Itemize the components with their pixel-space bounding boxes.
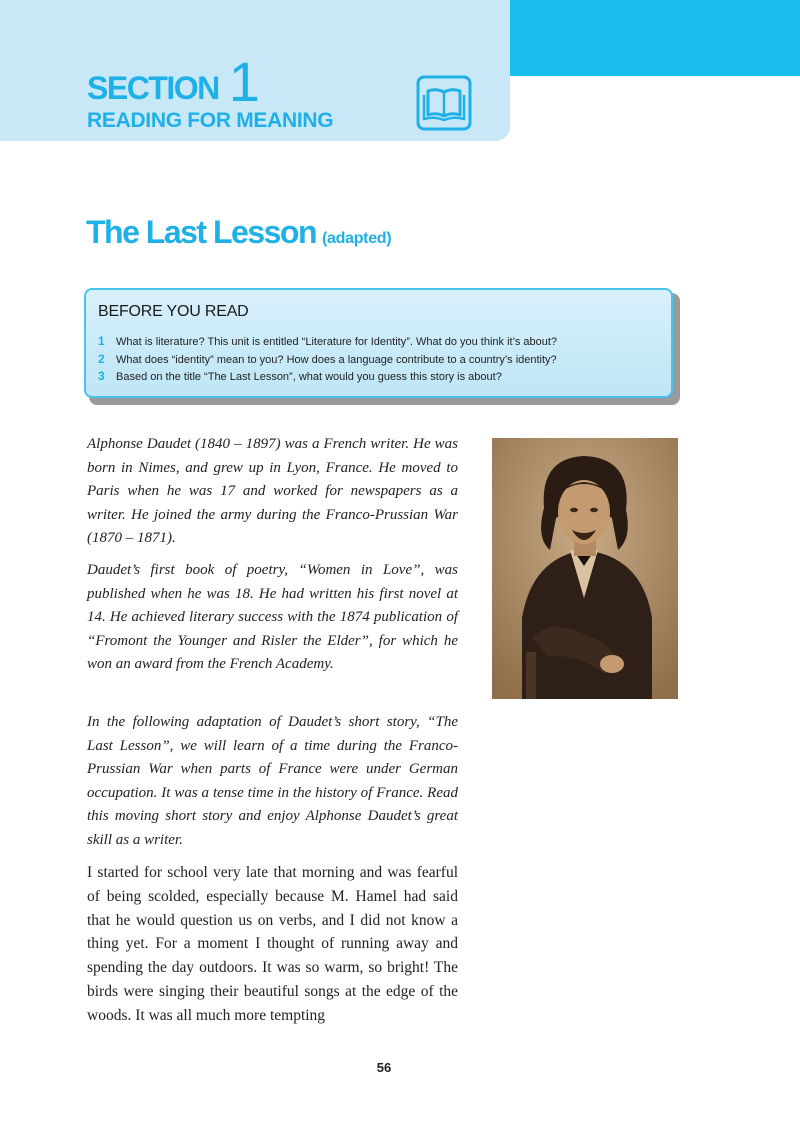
story-title-note: (adapted) [322, 230, 392, 247]
author-intro-paragraph: In the following adaptation of Daudet’s short story, “The Last Lesson”, we will learn of a time during the Franco-Prussian War when parts of France were under German occupation. It was a tense time in the history of France. Read this moving short story and enjoy Alphonse Daudet’s great skill as a writer. [87, 714, 458, 848]
before-you-read-heading: BEFORE YOU READ [98, 303, 249, 320]
page-number: 56 [376, 1060, 392, 1075]
question-text: What is literature? This unit is entitled “Literature for Identity”. What do you think it’s about? [116, 336, 558, 348]
story-body-paragraph: I started for school very late that morning and was fearful of being scolded, especially because M. Hamel had said that he would question us on verbs, and I did not know a thing yet. For a moment I thought of running away and spending the day outdoors. It was so warm, so bright! The birds were singing their beautiful songs at the edge of the woods. It was all much more tempting [87, 864, 458, 1024]
section-number: 1 [228, 50, 260, 113]
question-text: Based on the title “The Last Lesson”, what would you guess this story is about? [116, 371, 502, 383]
section-word: SECTION [87, 70, 219, 106]
header-accent-band [510, 0, 800, 76]
before-you-read-questions [98, 333, 557, 386]
section-label [87, 50, 260, 113]
question-number: 1 [98, 334, 105, 348]
question-item [98, 333, 557, 351]
question-item [98, 368, 557, 386]
author-intro-paragraph: Daudet’s first book of poetry, “Women in Love”, was published when he was 18. He had written his first novel at 14. He achieved literary success with the 1874 publication of “Fromont the Younger and Risler the Elder”, for which he won an award from the French Academy. [87, 562, 458, 672]
author-intro-paragraph: Alphonse Daudet (1840 – 1897) was a French writer. He was born in Nimes, and grew up in Lyon, France. He moved to Paris when he was 17 and worked for newspapers as a writer. He joined the army during the Franco-Prussian War (1870 – 1871). [87, 436, 458, 546]
author-portrait-photo [492, 438, 678, 699]
question-number: 3 [98, 369, 105, 383]
question-number: 2 [98, 351, 105, 366]
question-text: What does “identity” mean to you? How does a language contribute to a country’s identity? [116, 353, 557, 366]
open-book-icon [416, 75, 472, 131]
section-title: READING FOR MEANING [87, 109, 334, 132]
question-item [98, 351, 557, 369]
story-title-text: The Last Lesson [86, 214, 316, 250]
before-you-read-box [84, 288, 673, 398]
story-title [86, 214, 391, 251]
